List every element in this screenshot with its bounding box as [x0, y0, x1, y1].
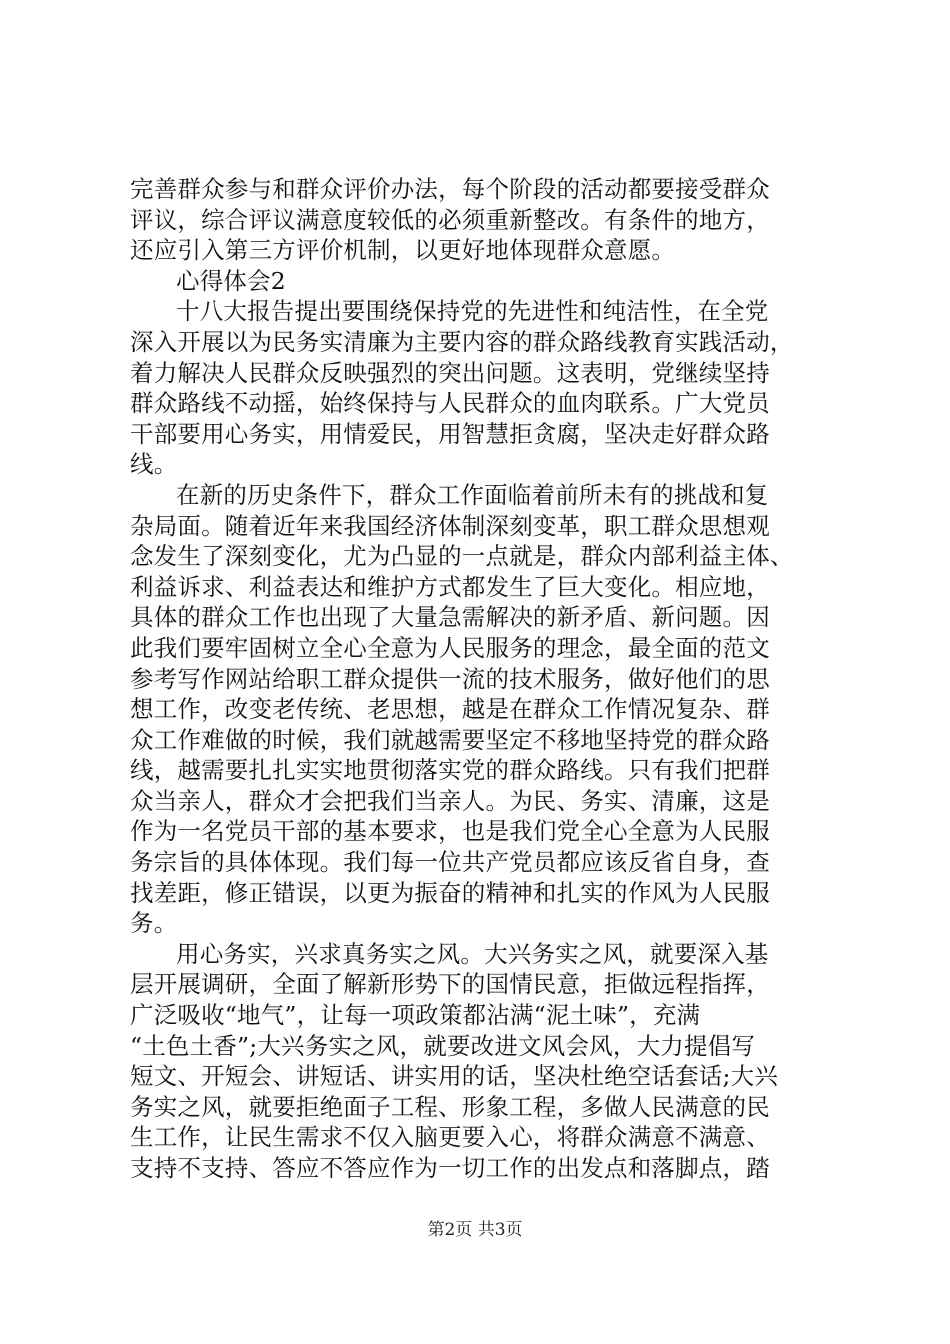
text-line: 具体的群众工作也出现了大量急需解决的新矛盾、新问题。因 — [130, 603, 770, 632]
text-line: 深入开展以为民务实清廉为主要内容的群众路线教育实践活动， — [130, 327, 794, 356]
text-line: 找差距，修正错误，以更为振奋的精神和扎实的作风为人民服 — [130, 878, 770, 907]
text-line: 想工作，改变老传统、老思想，越是在群众工作情况复杂、群 — [130, 695, 770, 724]
text-line: 线。 — [130, 450, 178, 479]
text-line: 十八大报告提出要围绕保持党的先进性和纯洁性，在全党 — [176, 297, 769, 326]
text-line: 评议，综合评议满意度较低的必须重新整改。有条件的地方， — [130, 205, 770, 234]
text-line: “土色土香”;大兴务实之风，就要改进文风会风，大力提倡写 — [130, 1031, 756, 1060]
text-line: 群众路线不动摇，始终保持与人民群众的血肉联系。广大党员 — [130, 389, 770, 418]
text-line: 广泛吸收“地气”，让每一项政策都沾满“泥土味”，充满 — [130, 1001, 701, 1030]
text-line: 杂局面。随着近年来我国经济体制深刻变革，职工群众思想观 — [130, 511, 770, 540]
text-line: 着力解决人民群众反映强烈的突出问题。这表明，党继续坚持 — [130, 358, 770, 387]
text-line: 用心务实，兴求真务实之风。大兴务实之风，就要深入基 — [176, 939, 769, 968]
text-line: 众当亲人，群众才会把我们当亲人。为民、务实、清廉，这是 — [130, 786, 770, 815]
text-line: 支持不支持、答应不答应作为一切工作的出发点和落脚点，踏 — [130, 1154, 770, 1182]
text-line: 参考写作网站给职工群众提供一流的技术服务，做好他们的思 — [130, 664, 770, 693]
text-line: 利益诉求、利益表达和维护方式都发生了巨大变化。相应地， — [130, 572, 770, 601]
text-line: 完善群众参与和群众评价办法，每个阶段的活动都要接受群众 — [130, 175, 770, 203]
page-footer: 第2页 共3页 — [427, 1220, 523, 1240]
text-line: 务。 — [130, 909, 178, 938]
document-body — [130, 174, 830, 1184]
text-line: 作为一名党员干部的基本要求，也是我们党全心全意为人民服 — [130, 817, 770, 846]
text-line: 生工作，让民生需求不仅入脑更要入心，将群众满意不满意、 — [130, 1123, 770, 1152]
text-line: 务实之风，就要拒绝面子工程、形象工程，多做人民满意的民 — [130, 1092, 770, 1121]
text-line: 在新的历史条件下，群众工作面临着前所未有的挑战和复 — [176, 480, 769, 509]
text-line: 还应引入第三方评价机制，以更好地体现群众意愿。 — [130, 236, 676, 265]
text-line: 短文、开短会、讲短话、讲实用的话，坚决杜绝空话套话;大兴 — [130, 1062, 779, 1091]
text-line: 心得体会2 — [176, 266, 286, 295]
text-line: 层开展调研，全面了解新形势下的国情民意，拒做远程指挥， — [130, 970, 770, 999]
text-line: 务宗旨的具体体现。我们每一位共产党员都应该反省自身，查 — [130, 848, 770, 877]
text-line: 念发生了深刻变化，尤为凸显的一点就是，群众内部利益主体、 — [130, 542, 794, 571]
text-line: 众工作难做的时候，我们就越需要坚定不移地坚持党的群众路 — [130, 725, 770, 754]
text-line: 干部要用心务实，用情爱民，用智慧拒贪腐，坚决走好群众路 — [130, 419, 770, 448]
text-line: 此我们要牢固树立全心全意为人民服务的理念，最全面的范文 — [130, 633, 770, 662]
text-line: 线，越需要扎扎实实地贯彻落实党的群众路线。只有我们把群 — [130, 756, 770, 785]
